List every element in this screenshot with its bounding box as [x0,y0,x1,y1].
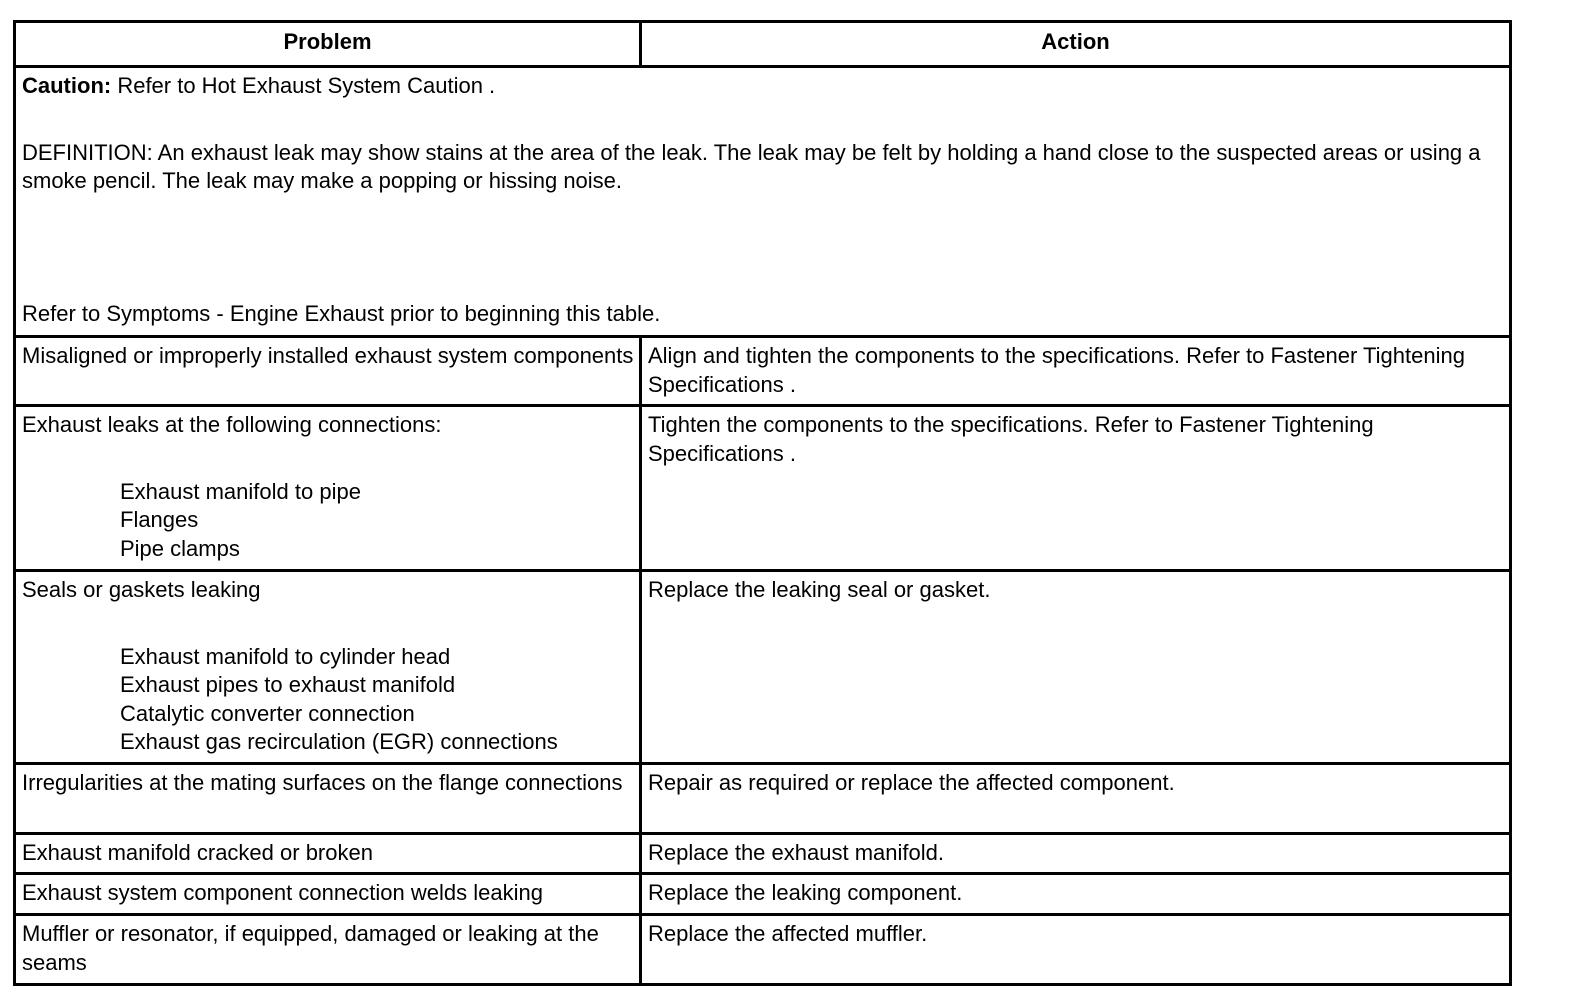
table-row [15,764,1511,834]
problem-cell: Irregularities at the mating surfaces on the flange connections [15,764,641,834]
table-row [15,874,1511,915]
problem-cell: Exhaust manifold cracked or broken [15,834,641,874]
action-cell: Repair as required or replace the affected component. [641,764,1511,834]
action-cell: Tighten the components to the specifications. Refer to Fastener Tightening Specifications . [641,406,1511,571]
action-cell: Replace the affected muffler. [641,915,1511,985]
table-row [15,337,1511,406]
notice-cell [15,67,1511,337]
list-item: Pipe clamps [120,535,240,561]
problem-cell: Exhaust system component connection welds leaking [15,874,641,915]
caution-text: Refer to Hot Exhaust System Caution . [111,73,496,98]
action-cell: Replace the leaking component. [641,874,1511,915]
list-item: Exhaust gas recirculation (EGR) connections [120,729,558,754]
diagnostic-table [13,20,1512,986]
table-row [15,406,1511,571]
list-item: Exhaust manifold to pipe [120,478,361,504]
problem-cell: Muffler or resonator, if equipped, damaged or leaking at the seams [15,915,641,985]
list-item: Exhaust pipes to exhaust manifold [120,672,456,697]
action-cell: Replace the leaking seal or gasket. [641,571,1511,764]
list-item: Catalytic converter connection [120,700,415,726]
table-row [15,915,1511,985]
problem-text: Seals or gaskets leaking [22,577,261,602]
refer-text: Refer to Symptoms - Engine Exhaust prior to beginning this table. [22,300,661,326]
list-item: Flanges [120,507,199,532]
list-item: Exhaust manifold to cylinder head [120,643,451,669]
notice-row [15,67,1511,337]
problem-cell [15,571,641,764]
action-cell: Replace the exhaust manifold. [641,834,1511,874]
header-problem: Problem [15,22,641,67]
table-row [15,571,1511,764]
table-row [15,834,1511,874]
header-action: Action [641,22,1511,67]
problem-text: Exhaust leaks at the following connections: [22,412,442,437]
action-cell: Align and tighten the components to the specifications. Refer to Fastener Tightening Specifications . [641,337,1511,406]
problem-cell [15,406,641,571]
definition-text: DEFINITION: An exhaust leak may show stains at the area of the leak. The leak may be felt by holding a hand close to the suspected areas or using a smoke pencil. The leak may make a popping or hissing noise. [22,139,1481,193]
caution-label: Caution: [22,73,112,98]
header-row [15,22,1511,67]
problem-cell: Misaligned or improperly installed exhaust system components [15,337,641,406]
caution [22,72,1504,101]
